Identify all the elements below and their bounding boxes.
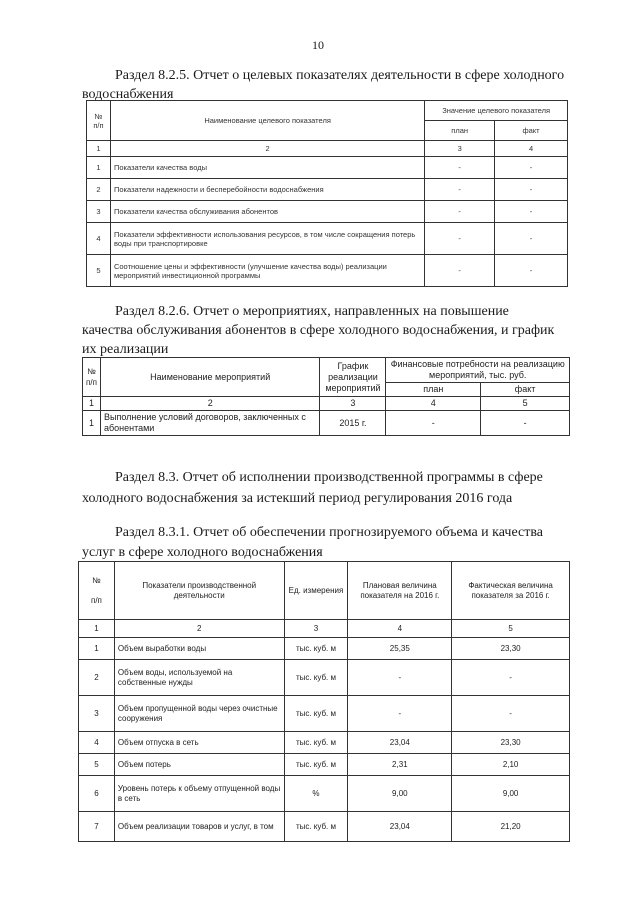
row-fact: 21,20 xyxy=(452,812,570,842)
table-row xyxy=(87,157,568,179)
row-plan: 2,31 xyxy=(348,754,452,776)
row-fact: 9,00 xyxy=(452,776,570,812)
section-826-heading xyxy=(82,302,572,359)
index-cell: 5 xyxy=(452,620,570,638)
row-unit: тыс. куб. м xyxy=(284,638,348,660)
row-unit: тыс. куб. м xyxy=(284,732,348,754)
row-unit: % xyxy=(284,776,348,812)
table-825 xyxy=(86,100,568,287)
row-plan: - xyxy=(348,660,452,696)
index-cell: 2 xyxy=(100,397,319,411)
col-num-header: № п/п xyxy=(87,101,111,141)
row-fact: - xyxy=(481,411,570,436)
index-cell: 4 xyxy=(495,141,568,157)
row-name: Показатели надежности и бесперебойности водоснабжения xyxy=(110,179,424,201)
row-plan: 23,04 xyxy=(348,732,452,754)
row-name: Соотношение цены и эффективности (улучшение качества воды) реализации мероприятий инвестиционной программы xyxy=(110,255,424,287)
table-row xyxy=(79,638,570,660)
table-row xyxy=(87,255,568,287)
col-fact-header: факт xyxy=(495,121,568,141)
row-fact: 23,30 xyxy=(452,638,570,660)
index-cell: 1 xyxy=(79,620,115,638)
row-plan: - xyxy=(425,157,495,179)
section-825-heading xyxy=(82,66,572,104)
row-fact: - xyxy=(495,255,568,287)
row-plan: - xyxy=(348,696,452,732)
section-831-heading-line1: Раздел 8.3.1. Отчет об обеспечении прогнозируемого объема и качества xyxy=(115,525,543,540)
row-name: Объем потерь xyxy=(114,754,284,776)
col-finance-header: Финансовые потребности на реализацию мероприятий, тыс. руб. xyxy=(386,358,570,383)
table-row xyxy=(79,776,570,812)
index-cell: 2 xyxy=(110,141,424,157)
row-plan: 25,35 xyxy=(348,638,452,660)
index-cell: 4 xyxy=(348,620,452,638)
row-unit: тыс. куб. м xyxy=(284,660,348,696)
index-cell: 2 xyxy=(114,620,284,638)
row-unit: тыс. куб. м xyxy=(284,696,348,732)
index-cell: 3 xyxy=(320,397,386,411)
row-plan: - xyxy=(425,179,495,201)
section-831-heading-line2: услуг в сфере холодного водоснабжения xyxy=(82,545,323,560)
row-fact: 2,10 xyxy=(452,754,570,776)
section-825-heading-line2: водоснабжения xyxy=(82,87,174,102)
row-num: 1 xyxy=(83,411,101,436)
index-cell: 4 xyxy=(386,397,481,411)
section-825-heading-line1: Раздел 8.2.5. Отчет о целевых показателях деятельности в сфере холодного xyxy=(115,68,565,83)
col-fact-header: Фактическая величина показателя за 2016 г. xyxy=(452,562,570,620)
row-num: 7 xyxy=(79,812,115,842)
col-value-group-header: Значение целевого показателя xyxy=(425,101,568,121)
row-fact: - xyxy=(495,179,568,201)
table-row xyxy=(87,223,568,255)
table-row xyxy=(79,754,570,776)
row-plan: 23,04 xyxy=(348,812,452,842)
row-schedule: 2015 г. xyxy=(320,411,386,436)
row-name: Показатели качества воды xyxy=(110,157,424,179)
col-name-header: Наименование целевого показателя xyxy=(110,101,424,141)
index-row xyxy=(87,141,568,157)
section-826-heading-line2: качества обслуживания абонентов в сфере холодного водоснабжения, и график xyxy=(82,323,555,338)
index-row xyxy=(83,397,570,411)
row-name: Объем отпуска в сеть xyxy=(114,732,284,754)
index-cell: 3 xyxy=(284,620,348,638)
col-name-header: Показатели производственной деятельности xyxy=(114,562,284,620)
row-name: Уровень потерь к объему отпущенной воды в сеть xyxy=(114,776,284,812)
row-fact: - xyxy=(495,157,568,179)
index-cell: 3 xyxy=(425,141,495,157)
row-name: Объем выработки воды xyxy=(114,638,284,660)
col-schedule-header: График реализации мероприятий xyxy=(320,358,386,397)
section-826-heading-line1: Раздел 8.2.6. Отчет о мероприятиях, направленных на повышение xyxy=(115,304,509,319)
row-fact: - xyxy=(495,201,568,223)
row-num: 3 xyxy=(87,201,111,223)
row-plan: - xyxy=(386,411,481,436)
section-83-heading-line1: Раздел 8.3. Отчет об исполнении производственной программы в сфере xyxy=(115,470,543,485)
row-num: 1 xyxy=(87,157,111,179)
row-name: Показатели качества обслуживания абонентов xyxy=(110,201,424,223)
index-cell: 1 xyxy=(83,397,101,411)
table-831 xyxy=(78,561,570,842)
table-row xyxy=(79,660,570,696)
table-row xyxy=(79,812,570,842)
row-num: 5 xyxy=(87,255,111,287)
col-num-header: № п/п xyxy=(83,358,101,397)
table-row xyxy=(79,732,570,754)
row-plan: - xyxy=(425,201,495,223)
row-num: 4 xyxy=(87,223,111,255)
table-row xyxy=(79,696,570,732)
section-83-heading-line2: холодного водоснабжения за истекший период регулирования 2016 года xyxy=(82,491,513,506)
row-num: 1 xyxy=(79,638,115,660)
col-plan-header: план xyxy=(425,121,495,141)
section-83-heading xyxy=(82,467,572,509)
row-num: 2 xyxy=(87,179,111,201)
page-number: 10 xyxy=(312,38,324,52)
index-row xyxy=(79,620,570,638)
row-num: 2 xyxy=(79,660,115,696)
row-name: Объем пропущенной воды через очистные сооружения xyxy=(114,696,284,732)
row-fact: - xyxy=(495,223,568,255)
table-826 xyxy=(82,357,570,436)
row-name: Выполнение условий договоров, заключенных с абонентами xyxy=(100,411,319,436)
col-unit-header: Ед. измерения xyxy=(284,562,348,620)
index-cell: 5 xyxy=(481,397,570,411)
row-num: 3 xyxy=(79,696,115,732)
row-num: 4 xyxy=(79,732,115,754)
row-fact: 23,30 xyxy=(452,732,570,754)
row-fact: - xyxy=(452,660,570,696)
row-num: 6 xyxy=(79,776,115,812)
row-plan: - xyxy=(425,255,495,287)
row-fact: - xyxy=(452,696,570,732)
table-row xyxy=(87,179,568,201)
row-plan: - xyxy=(425,223,495,255)
row-name: Объем воды, используемой на собственные нужды xyxy=(114,660,284,696)
col-fact-header: факт xyxy=(481,383,570,397)
row-plan: 9,00 xyxy=(348,776,452,812)
section-826-heading-line3: их реализации xyxy=(82,342,169,357)
section-831-heading xyxy=(82,523,572,563)
col-name-header: Наименование мероприятий xyxy=(100,358,319,397)
row-name: Показатели эффективности использования ресурсов, в том числе сокращения потерь воды при транспортировке xyxy=(110,223,424,255)
row-unit: тыс. куб. м xyxy=(284,812,348,842)
row-unit: тыс. куб. м xyxy=(284,754,348,776)
row-name: Объем реализации товаров и услуг, в том xyxy=(114,812,284,842)
index-cell: 1 xyxy=(87,141,111,157)
row-num: 5 xyxy=(79,754,115,776)
table-row xyxy=(83,411,570,436)
table-row xyxy=(87,201,568,223)
col-plan-header: план xyxy=(386,383,481,397)
col-plan-header: Плановая величина показателя на 2016 г. xyxy=(348,562,452,620)
col-num-header: № п/п xyxy=(79,562,115,620)
